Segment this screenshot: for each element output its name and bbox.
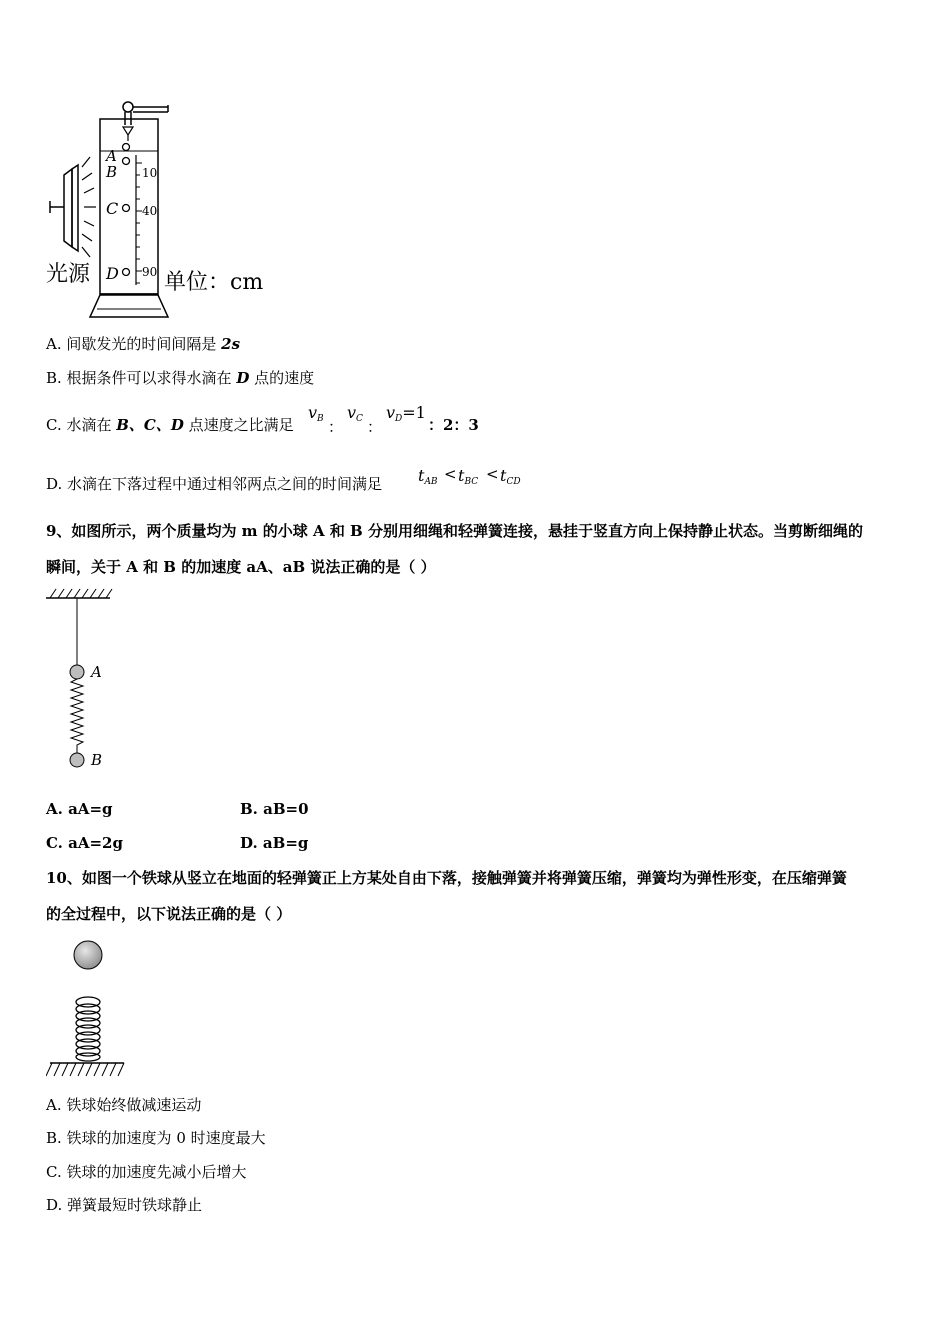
q8-option-a [46, 334, 240, 354]
label-b: B [106, 163, 118, 181]
burette-figure [40, 95, 290, 325]
drop-c [123, 205, 130, 212]
q8-option-b-text: B. 根据条件可以求得水滴在 [46, 369, 237, 387]
fig9-label-a: A [91, 663, 102, 681]
label-c: C [106, 199, 119, 218]
tick-40: 40 [142, 204, 158, 218]
base [90, 295, 168, 317]
q9-line1: 9、如图所示，两个质量均为 m 的小球 A 和 B 分别用细绳和轻弹簧连接，悬挂于竖直方向上保持静止状态。当剪断细绳的 [46, 522, 863, 540]
ball-a [70, 665, 84, 679]
vd: $v_D=1$ [386, 403, 426, 424]
ratio: ：2：3 [428, 416, 479, 434]
q10-option-c: C. 铁球的加速度先减小后增大 [46, 1163, 247, 1181]
tap-knob [123, 102, 133, 112]
falling-ball-figure [46, 936, 132, 1081]
q9-option-c: C. aA=2g [46, 834, 123, 852]
q9-option-a: A. aA=g [46, 800, 113, 818]
q8-option-b-suffix: 点的速度 [249, 369, 315, 387]
lt1: < [444, 465, 457, 483]
q10-option-a: A. 铁球始终做减速运动 [46, 1096, 202, 1114]
ball-b [70, 753, 84, 767]
lamp-icon [50, 165, 78, 251]
ground-spring [76, 997, 100, 1061]
q8-option-d-text: D. 水滴在下落过程中通过相邻两点之间的时间满足 [46, 475, 383, 493]
fig9-label-b: B [91, 751, 103, 769]
q10-line2: 的全过程中，以下说法正确的是（ ） [46, 905, 292, 923]
q8-option-b-var: D [236, 369, 250, 387]
iron-ball [74, 941, 102, 969]
vc: $v_C$ [347, 403, 363, 424]
q9-option-b: B. aB=0 [240, 800, 309, 818]
q8-option-a-text: A. 间歇发光的时间间隔是 [46, 335, 222, 353]
q9-option-d: D. aB=g [240, 834, 309, 852]
drop-b [123, 158, 130, 165]
q9-line2: 瞬间，关于 A 和 B 的加速度 aA、aB 说法正确的是（ ） [46, 558, 436, 576]
spring-balls-figure [44, 586, 124, 776]
sep1: ： [328, 418, 344, 436]
t-ab: $t_{AB}$ [418, 466, 438, 487]
unit-label: 单位：cm [164, 270, 264, 295]
q8-option-c-vars: B、C、D [116, 416, 184, 434]
tick-90: 90 [142, 265, 158, 279]
vb: $v_B$ [308, 403, 324, 424]
q8-option-c [46, 403, 479, 436]
light-rays [82, 157, 96, 257]
q10-line1: 10、如图一个铁球从竖立在地面的轻弹簧正上方某处自由下落，接触弹簧并将弹簧压缩，弹簧均为弹性形变，在压缩弹簧 [46, 869, 847, 887]
tick-10: 10 [142, 166, 158, 180]
drop-a [123, 144, 130, 151]
q8-option-d [46, 465, 521, 494]
q8-option-c-mid: 点速度之比满足 [183, 416, 294, 434]
t-bc: $t_{BC}$ [458, 466, 479, 487]
light-source-label: 光源 [46, 262, 91, 287]
label-d: D [106, 264, 119, 283]
label-a: A [106, 147, 117, 165]
t-cd: $t_{CD}$ [500, 466, 521, 487]
q10-option-d: D. 弹簧最短时铁球静止 [46, 1196, 203, 1214]
sep2: ： [367, 418, 383, 436]
q10-option-b: B. 铁球的加速度为 0 时速度最大 [46, 1129, 266, 1147]
spring [71, 679, 83, 753]
lt2: < [486, 465, 499, 483]
q8-option-b [46, 368, 314, 388]
drop-d [123, 269, 130, 276]
q8-option-a-value: 2s [221, 335, 241, 353]
q8-option-c-text: C. 水滴在 [46, 416, 117, 434]
